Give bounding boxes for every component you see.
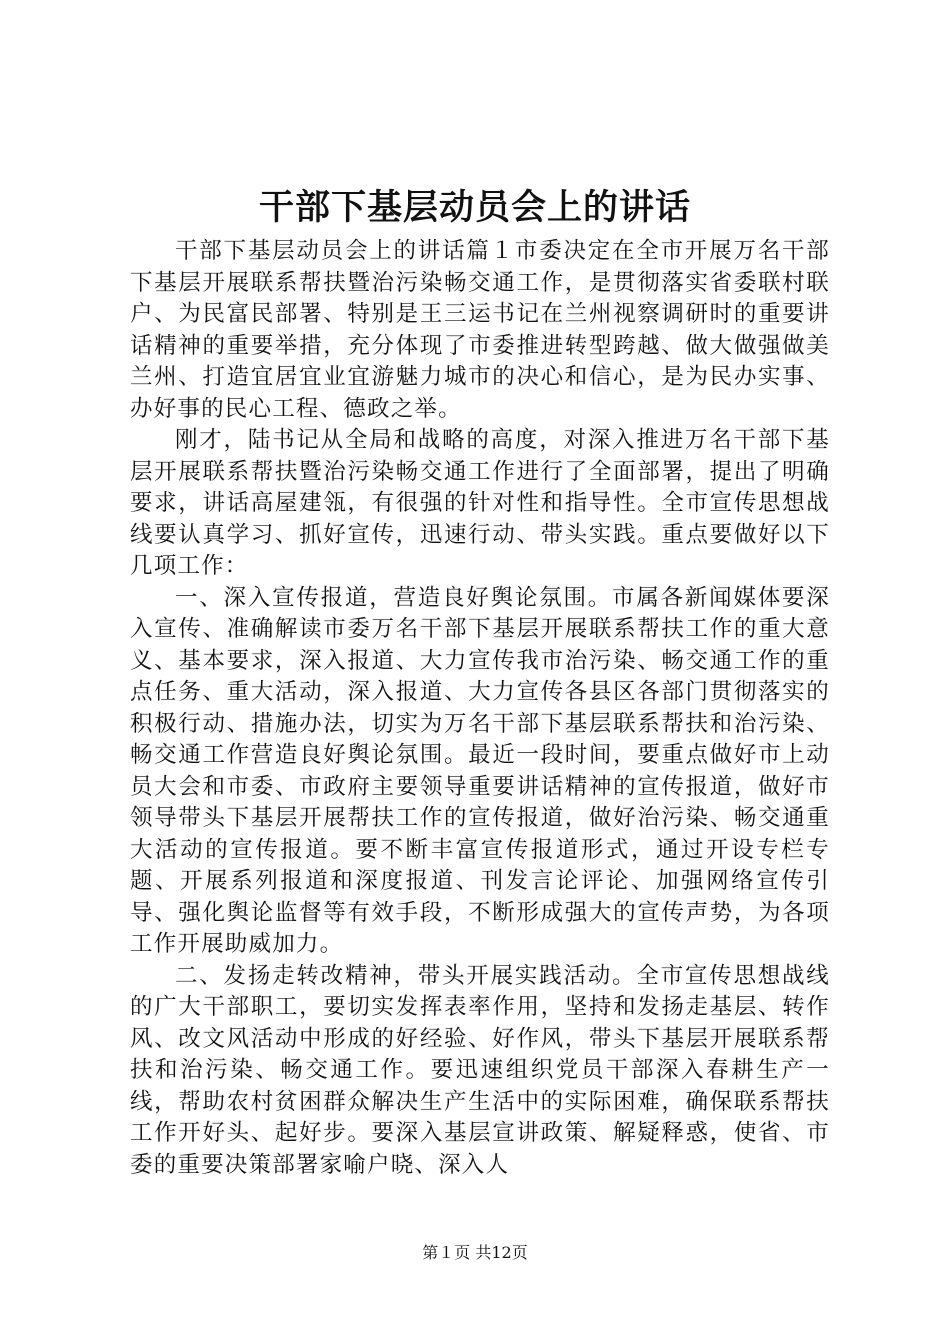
paragraph-section-one: 一、深入宣传报道，营造良好舆论氛围。市属各新闻媒体要深入宣传、准确解读市委万名干部下基层开展联系帮扶工作的重大意义、基本要求，深入报道、大力宣传我市治污染、畅交通工作的重点任务、重大活动，深入报道、大力宣传各县区各部门贯彻落实的积极行动、措施办法，切实为万名干部下基层联系帮扶和治污染、畅交通工作营造良好舆论氛围。最近一段时间，要重点做好市上动员大会和市委、市政府主要领导重要讲话精神的宣传报道，做好市领导带头下基层开展帮扶工作的宣传报道，做好治污染、畅交通重大活动的宣传报道。要不断丰富宣传报道形式，通过开设专栏专题、开展系列报道和深度报道、刊发言论评论、加强网络宣传引导、强化舆论监督等有效手段，不断形成强大的宣传声势，为各项工作开展助威加力。 xyxy=(130,584,830,957)
page-footer: 第１页 共12页 xyxy=(422,1243,528,1262)
paragraph-summary: 刚才，陆书记从全局和战略的高度，对深入推进万名干部下基层开展联系帮扶暨治污染畅交通工作进行了全面部署，提出了明确要求，讲话高屋建瓴，有很强的针对性和指导性。全市宣传思想战线要认真学习、抓好宣传，迅速行动、带头实践。重点要做好以下几项工作： xyxy=(130,427,830,579)
document-title: 干部下基层动员会上的讲话 xyxy=(258,187,691,228)
paragraph-section-two: 二、发扬走转改精神，带头开展实践活动。全市宣传思想战线的广大干部职工，要切实发挥表率作用，坚持和发扬走基层、转作风、改文风活动中形成的好经验、好作风，带头下基层开展联系帮扶和治污染、畅交通工作。要迅速组织党员干部深入春耕生产一线，帮助农村贫困群众解决生产生活中的实际困难，确保联系帮扶工作开好头、起好步。要深入基层宣讲政策、解疑释惑，使省、市委的重要决策部署家喻户晓、深入人 xyxy=(130,962,830,1178)
paragraph-intro: 干部下基层动员会上的讲话篇１市委决定在全市开展万名干部下基层开展联系帮扶暨治污染畅交通工作，是贯彻落实省委联村联户、为民富民部署、特别是王三运书记在兰州视察调研时的重要讲话精神的重要举措，充分体现了市委推进转型跨越、做大做强做美兰州、打造宜居宜业宜游魅力城市的决心和信心，是为民办实事、办好事的民心工程、德政之举。 xyxy=(130,238,830,422)
document-body xyxy=(130,236,830,1181)
